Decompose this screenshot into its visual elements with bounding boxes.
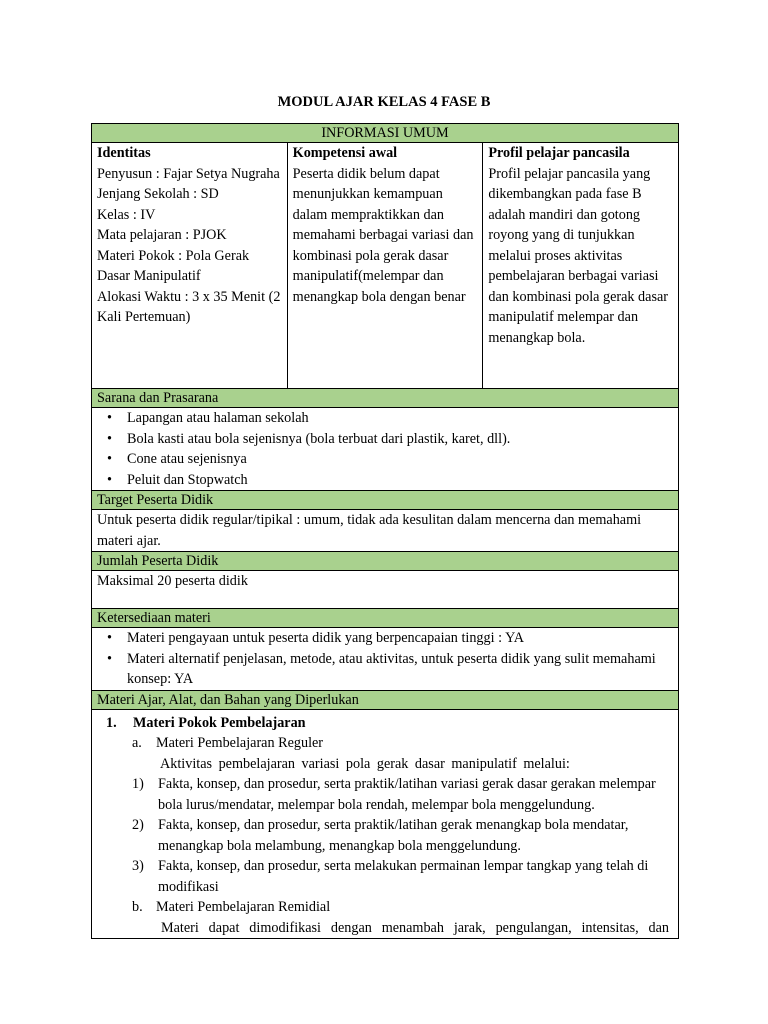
materi-ajar-header: Materi Ajar, Alat, dan Bahan yang Diperlukan bbox=[92, 691, 678, 710]
ketersediaan-header: Ketersediaan materi bbox=[92, 609, 678, 628]
info-grid bbox=[92, 143, 678, 389]
info-header: INFORMASI UMUM bbox=[92, 124, 678, 143]
subsection-a-label: a. bbox=[132, 735, 142, 751]
item-text: Fakta, konsep, dan prosedur, serta praktik/latihan variasi gerak dasar gerakan melempar bola lurus/mendatar, melempar bola rendah, melempar bola menggelundung. bbox=[158, 776, 656, 813]
subsection-a bbox=[97, 733, 673, 754]
section-number: 1. bbox=[106, 714, 117, 731]
section-heading bbox=[97, 713, 673, 734]
identitas-line: Kelas : IV bbox=[97, 206, 156, 223]
item-text: Fakta, konsep, dan prosedur, serta praktik/latihan gerak menangkap bola mendatar, menangkap bola melambung, menangkap bola menggelundung. bbox=[158, 817, 629, 854]
kompetensi-column bbox=[287, 143, 483, 388]
kompetensi-heading: Kompetensi awal bbox=[292, 145, 398, 161]
identitas-line: Alokasi Waktu : 3 x 35 Menit (2 Kali Pertemuan) bbox=[97, 288, 281, 325]
item-number: 3) bbox=[132, 858, 144, 874]
target-text: Untuk peserta didik regular/tipikal : umum, tidak ada kesulitan dalam mencerna dan memahami materi ajar. bbox=[92, 510, 678, 552]
sarana-list bbox=[97, 408, 673, 490]
profil-text: Profil pelajar pancasila yang dikembangkan pada fase B adalah mandiri dan gotong royong yang di tunjukkan melalui proses aktivitas pembelajaran berbagai variasi dan kombinasi pola gerak dasar manipulatif melempar dan menangkap bola. bbox=[488, 165, 668, 346]
identitas-line: Materi Pokok : Pola Gerak Dasar Manipulatif bbox=[97, 247, 250, 284]
identitas-line: Penyusun : Fajar Setya Nugraha bbox=[97, 165, 280, 182]
subsection-a-title: Materi Pembelajaran Reguler bbox=[156, 735, 324, 751]
list-item: • Lapangan atau halaman sekolah bbox=[127, 408, 673, 429]
list-item: • Materi pengayaan untuk peserta didik yang berpencapaian tinggi : YA bbox=[127, 628, 673, 649]
item-number: 2) bbox=[132, 817, 144, 833]
profil-heading: Profil pelajar pancasila bbox=[488, 145, 630, 161]
jumlah-text: Maksimal 20 peserta didik bbox=[92, 571, 678, 609]
item-text: Fakta, konsep, dan prosedur, serta melakukan permainan lempar tangkap yang telah di modifikasi bbox=[158, 858, 649, 895]
section-title: Materi Pokok Pembelajaran bbox=[133, 714, 306, 731]
remedial-text: Materi dapat dimodifikasi dengan menambah jarak, pengulangan, intensitas, dan bbox=[161, 919, 669, 936]
ketersediaan-list bbox=[97, 628, 673, 690]
identitas-line: Mata pelajaran : PJOK bbox=[97, 227, 227, 243]
identitas-line: Jenjang Sekolah : SD bbox=[97, 186, 219, 202]
module-table bbox=[91, 123, 679, 939]
subsection-b-title: Materi Pembelajaran Remidial bbox=[156, 899, 331, 915]
page-title: MODUL AJAR KELAS 4 FASE B bbox=[277, 94, 491, 110]
ketersediaan-cell bbox=[92, 628, 678, 691]
identitas-heading: Identitas bbox=[97, 145, 151, 161]
list-item: • Materi alternatif penjelasan, metode, atau aktivitas, untuk peserta didik yang sulit memahami konsep: YA bbox=[127, 649, 673, 690]
target-header: Target Peserta Didik bbox=[92, 491, 678, 510]
item-number: 1) bbox=[132, 776, 144, 792]
numbered-item bbox=[97, 774, 673, 815]
materi-ajar-cell bbox=[92, 713, 678, 939]
subsection-b-label: b. bbox=[132, 899, 143, 915]
list-item: • Cone atau sejenisnya bbox=[127, 449, 673, 470]
list-item: • Peluit dan Stopwatch bbox=[127, 470, 673, 491]
profil-column bbox=[482, 143, 678, 388]
list-item: • Bola kasti atau bola sejenisnya (bola terbuat dari plastik, karet, dll). bbox=[127, 429, 673, 450]
identitas-column bbox=[92, 143, 287, 388]
numbered-item bbox=[97, 815, 673, 856]
sarana-header: Sarana dan Prasarana bbox=[92, 389, 678, 408]
sarana-cell bbox=[92, 408, 678, 491]
intro-text: Aktivitas pembelajaran variasi pola gerak dasar manipulatif melalui: bbox=[160, 755, 570, 772]
numbered-item bbox=[97, 856, 673, 897]
kompetensi-text: Peserta didik belum dapat menunjukkan kemampuan dalam mempraktikkan dan memahami berbagai variasi dan kombinasi pola gerak dasar manipulatif(melempar dan menangkap bola dengan benar bbox=[292, 165, 474, 305]
subsection-b bbox=[97, 897, 673, 918]
jumlah-header: Jumlah Peserta Didik bbox=[92, 552, 678, 571]
